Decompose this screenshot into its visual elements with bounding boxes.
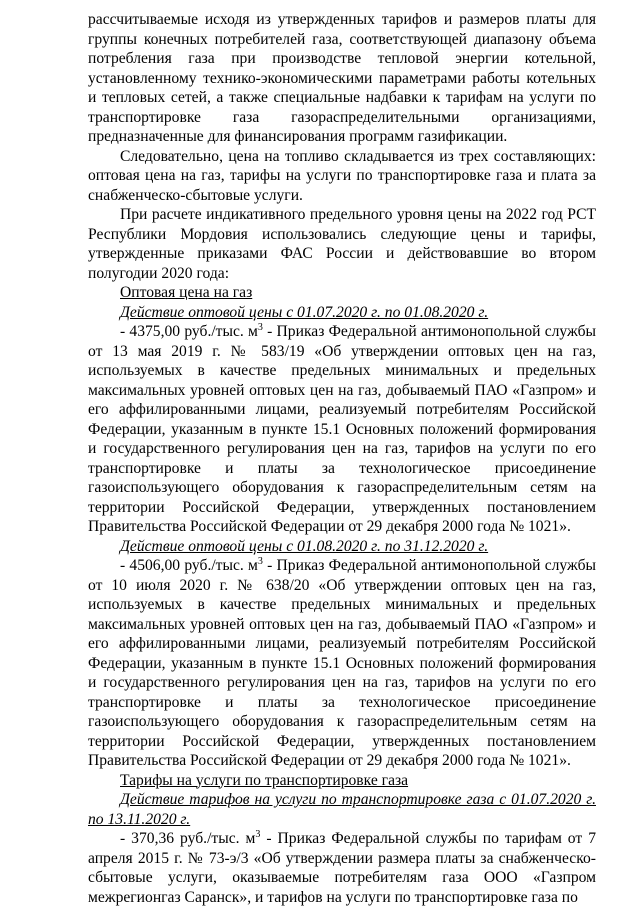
unit-exponent-2: 3 <box>257 556 263 567</box>
paragraph-transport-tariff-1 <box>88 829 596 907</box>
period-transport-1: Действие тарифов на услуги по транспортировке газа с 01.07.2020 г. по 13.11.2020 г. <box>88 791 596 828</box>
paragraph-calculation: При расчете индикативного предельного уровня цены на 2022 год РСТ Республики Мордовия использовались следующие цены и тарифы, утвержденные приказами ФАС России и действовавшие во втором полугодии 2020 года: <box>88 206 596 282</box>
price-value-2: - 4506,00 руб./тыс. м <box>120 557 258 574</box>
period-wholesale-2: Действие оптовой цены с 01.08.2020 г. по 31.12.2020 г. <box>120 537 489 555</box>
unit-exponent-3: 3 <box>255 829 261 840</box>
paragraph-wholesale-price-2 <box>88 556 596 771</box>
paragraph-consequently: Следовательно, цена на топливо складывается из трех составляющих: оптовая цена на газ, тарифы на услуги по транспортировке газа и плата за снабженческо-сбытовые услуги. <box>88 147 596 204</box>
order-text-1: - Приказ Федеральной антимонопольной службы от 13 мая 2019 г. № 583/19 «Об утверждении оптовых цен на газ, используемых в качестве предельных минимальных и предельных максимальных уровней оптовых цен на газ, добываемый ПАО «Газпром» и его аффилированными лицами, реализуемый потребителям Российской Федерации, указанным в пункте 15.1 Основных положений формирования и государственного регулирования цен на газ, тарифов на услуги по его транспортировке и платы за технологическое присоединение газоиспользующего оборудования к газораспределительным сетям на территории Российской Федерации, утвержденных постановлением Правительства Российской Федерации от 29 декабря 2000 года № 1021». <box>88 323 596 535</box>
price-value-1: - 4375,00 руб./тыс. м <box>120 323 258 340</box>
unit-exponent-1: 3 <box>257 322 263 333</box>
period-wholesale-1: Действие оптовой цены с 01.07.2020 г. по 01.08.2020 г. <box>120 303 489 321</box>
document-page <box>88 10 596 907</box>
paragraph-intro: рассчитываемые исходя из утвержденных тарифов и размеров платы для группы конечных потребителей газа, соответствующей диапазону объема потребления газа при производстве тепловой энергии котельной, установленному технико-экономическими параметрами работы котельных и тепловых сетей, а также специальные надбавки к тарифам на услуги по транспортировке газа газораспределительными организациями, предназначенные для финансирования программ газификации. <box>88 11 596 145</box>
paragraph-wholesale-price-1 <box>88 322 596 537</box>
heading-wholesale-price: Оптовая цена на газ <box>120 284 253 301</box>
tariff-value-1: - 370,36 руб./тыс. м <box>120 830 256 847</box>
order-text-2: - Приказ Федеральной антимонопольной службы от 10 июля 2020 г. № 638/20 «Об утверждении оптовых цен на газ, используемых в качестве предельных минимальных и предельных максимальных уровней оптовых цен на газ, добываемый ПАО «Газпром» и его аффилированными лицами, реализуемый потребителям Российской Федерации, указанным в пункте 15.1 Основных положений формирования и государственного регулирования цен на газ, тарифов на услуги по его транспортировке и платы за технологическое присоединение газоиспользующего оборудования к газораспределительным сетям на территории Российской Федерации, утвержденных постановлением Правительства Российской Федерации от 29 декабря 2000 года № 1021». <box>88 557 596 769</box>
order-text-3: - Приказ Федеральной службы по тарифам от 7 апреля 2015 г. № 73-э/3 «Об утверждении размера платы за снабженческо-сбытовые услуги, оказываемые потребителям газа ООО «Газпром межрегионгаз Саранск», и тарифов на услуги по транспортировке газа по <box>88 830 596 906</box>
heading-transport-tariffs: Тарифы на услуги по транспортировке газа <box>120 771 409 789</box>
